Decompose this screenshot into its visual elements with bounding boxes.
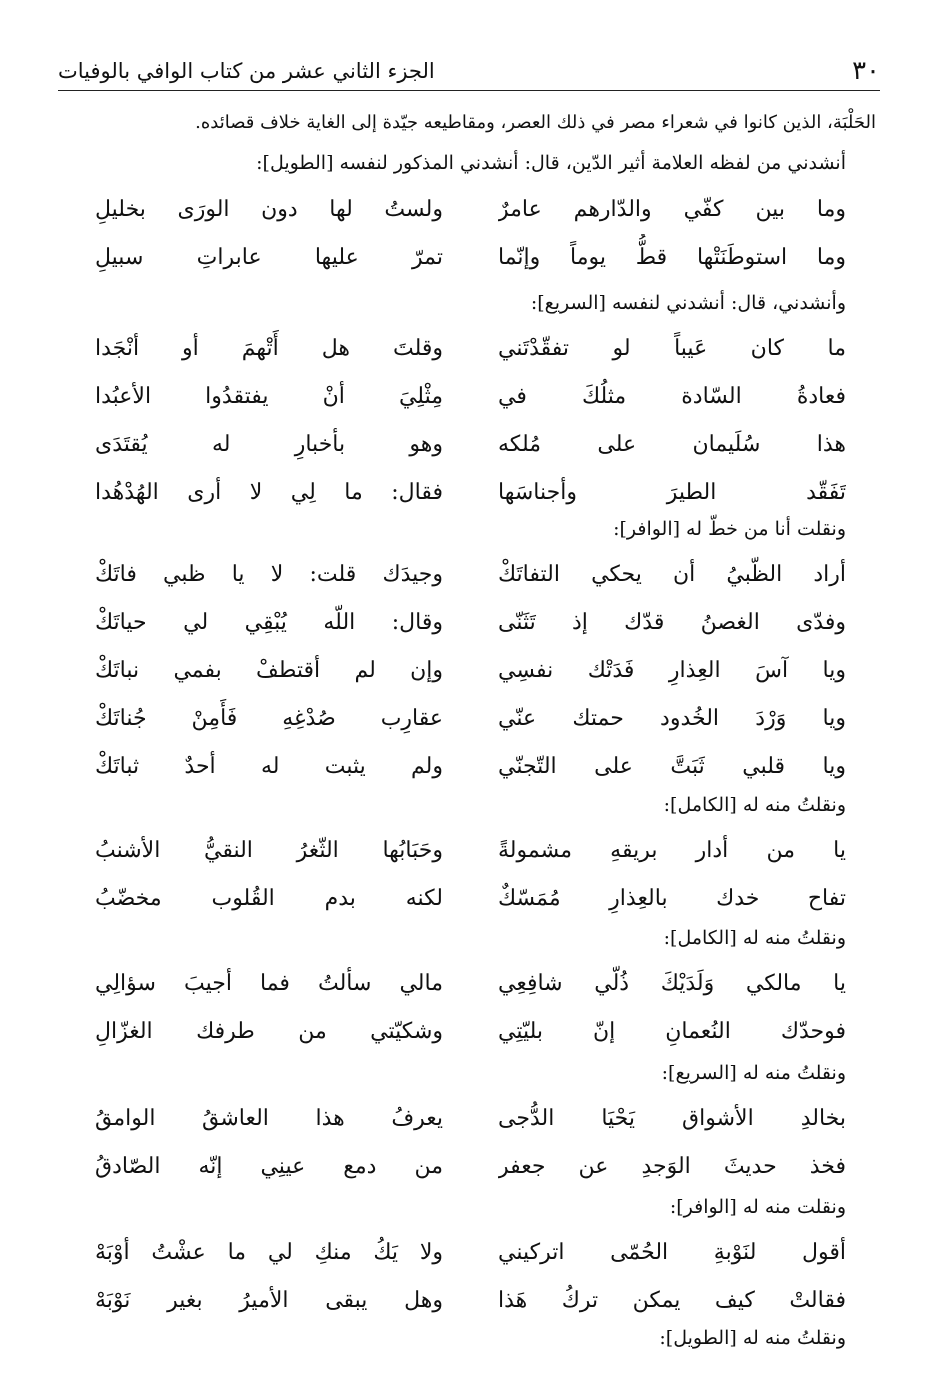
second-hemistich: ولستُ لها دون الورَى بخليلِ (95, 197, 443, 222)
first-hemistich: ويا قلبي ثَبَتَّ على التّجنّي (498, 754, 846, 779)
first-hemistich: فخذ حديثَ الوَجدِ عن جعفر (498, 1154, 846, 1179)
prose-line-attribution: أنشدني من لفظه العلامة أثير الدّين، قال: أنشدني المذكور لنفسه [الطويل]: (256, 152, 846, 174)
prose-line-attribution: ونقلتُ منه له [السريع]: (661, 1062, 846, 1084)
page-header (58, 54, 880, 91)
verse-line (95, 599, 846, 647)
prose-line-attribution: ونقلتُ منه له [الكامل]: (663, 794, 846, 816)
first-hemistich: وما استوطَنَتْها قطُّ يوماً وإنّما (498, 245, 846, 270)
first-hemistich: أراد الظّبيُ أن يحكي التفاتَكْ (498, 562, 846, 587)
first-hemistich: تفاح خدك بالعِذارِ مُمَسّكٌ (498, 886, 846, 911)
verse-line (95, 1095, 846, 1143)
verse-line (95, 1143, 846, 1191)
prose-line-attribution: ونقلت أنا من خطّ له [الوافر]: (613, 518, 846, 540)
running-title: الجزء الثاني عشر من كتاب الوافي بالوفيات (58, 59, 435, 83)
second-hemistich: وهو بأخبارِ له يُقتَدَى (95, 432, 443, 457)
first-hemistich: ويا وَرْدَ الخُدود حمتك عنّي (498, 706, 846, 731)
second-hemistich: تمرّ عليها عابراتِ سبيلِ (95, 245, 443, 270)
first-hemistich: وما بين كفّي والدّارهم عامرٌ (498, 197, 846, 222)
verse-line (95, 325, 846, 373)
first-hemistich: أقول لنَوْبةِ الحُمّى اتركيني (498, 1240, 846, 1265)
verse-line (95, 875, 846, 923)
first-hemistich: ما كان عَيباً لو تفقّدْتَني (498, 336, 846, 361)
second-hemistich: وجيدَك قلت: لا يا ظبي فاتَكْ (95, 562, 443, 587)
verse-line (95, 234, 846, 282)
first-hemistich: فقالتْ كيف يمكن تركُ هَذا (498, 1288, 846, 1313)
verse-line (95, 421, 846, 469)
first-hemistich: وفدّى الغصنُ قدّك إذ تَثَنّى (498, 610, 846, 635)
verse-line (95, 551, 846, 599)
second-hemistich: وإن لم أقتطفْ بفمي نباتَكْ (95, 658, 443, 683)
second-hemistich: وحَبَابُها الثّغرُ النقيُّ الأشنبُ (95, 838, 443, 863)
prose-line-attribution: ونقلت منه له [الوافر]: (669, 1196, 846, 1218)
second-hemistich: عقارِب صُدْغِهِ فَأَمِنْ جُناتَكْ (95, 706, 443, 731)
second-hemistich: وقلتَ هل أَتْهمَ أو أنْجَدا (95, 336, 443, 361)
second-hemistich: فقال: ما لِي لا أرى الهُدْهُدا (95, 480, 443, 505)
second-hemistich: ولا يَكُ منكِ لي ما عشْتُ أوْبَهْ (95, 1240, 443, 1265)
verse-line (95, 827, 846, 875)
verse-line (95, 647, 846, 695)
first-hemistich: هذا سُلَيمان على مُلكه (498, 432, 846, 457)
first-hemistich: فعادةُ السّادة مثلُكَ في (498, 384, 846, 409)
prose-line-attribution: ونقلتُ منه له [الطويل]: (659, 1327, 846, 1349)
second-hemistich: يعرفُ هذا العاشقُ الوامقُ (95, 1106, 443, 1131)
second-hemistich: مالي سألتُ فما أجيبَ سؤالِي (95, 971, 443, 996)
prose-line-attribution: ونقلتُ منه له [الكامل]: (663, 927, 846, 949)
first-hemistich: ويا آسَ العِذارِ فَدَتْك نفسِي (498, 658, 846, 683)
first-hemistich: فوحدّك النُعمانِ إنّ بليّتِي (498, 1019, 846, 1044)
first-hemistich: تَفَقّد الطيرَ وأجناسَها (498, 480, 846, 505)
prose-line-intro: الحَلْبَة، الذين كانوا في شعراء مصر في ذلك العصر، ومقاطيعه جيّدة إلى الغاية خلاف قصائده. (195, 112, 876, 133)
second-hemistich: مِثْلِيَ أنْ يفتقدُوا الأعبُدا (95, 384, 443, 409)
page-number: ٣٠ (852, 56, 880, 86)
verse-line (95, 186, 846, 234)
second-hemistich: من دمع عينِي إنّه الصّادقُ (95, 1154, 443, 1179)
second-hemistich: لكنه بدم القُلوب مخضّبُ (95, 886, 443, 911)
first-hemistich: بخالدِ الأشواق يَحْيَا الدُّجى (498, 1106, 846, 1131)
prose-line-attribution: وأنشدني، قال: أنشدني لنفسه [السريع]: (530, 292, 846, 314)
second-hemistich: وشكيّتي من طرفك الغزّالِ (95, 1019, 443, 1044)
second-hemistich: وهل يبقى الأميرُ بغير نَوْبَهْ (95, 1288, 443, 1313)
first-hemistich: يا من أدار بريقهِ مشمولةً (498, 838, 846, 863)
verse-line (95, 1008, 846, 1056)
second-hemistich: وقال: اللّه يُبْقِي لي حياتَكْ (95, 610, 443, 635)
verse-line (95, 373, 846, 421)
verse-line (95, 695, 846, 743)
verse-line (95, 743, 846, 791)
second-hemistich: ولم يثبت له أحدٌ ثباتَكْ (95, 754, 443, 779)
verse-line (95, 1229, 846, 1277)
first-hemistich: يا مالكي وَلَدَيْكَ ذُلّي شافِعِي (498, 971, 846, 996)
verse-line (95, 960, 846, 1008)
